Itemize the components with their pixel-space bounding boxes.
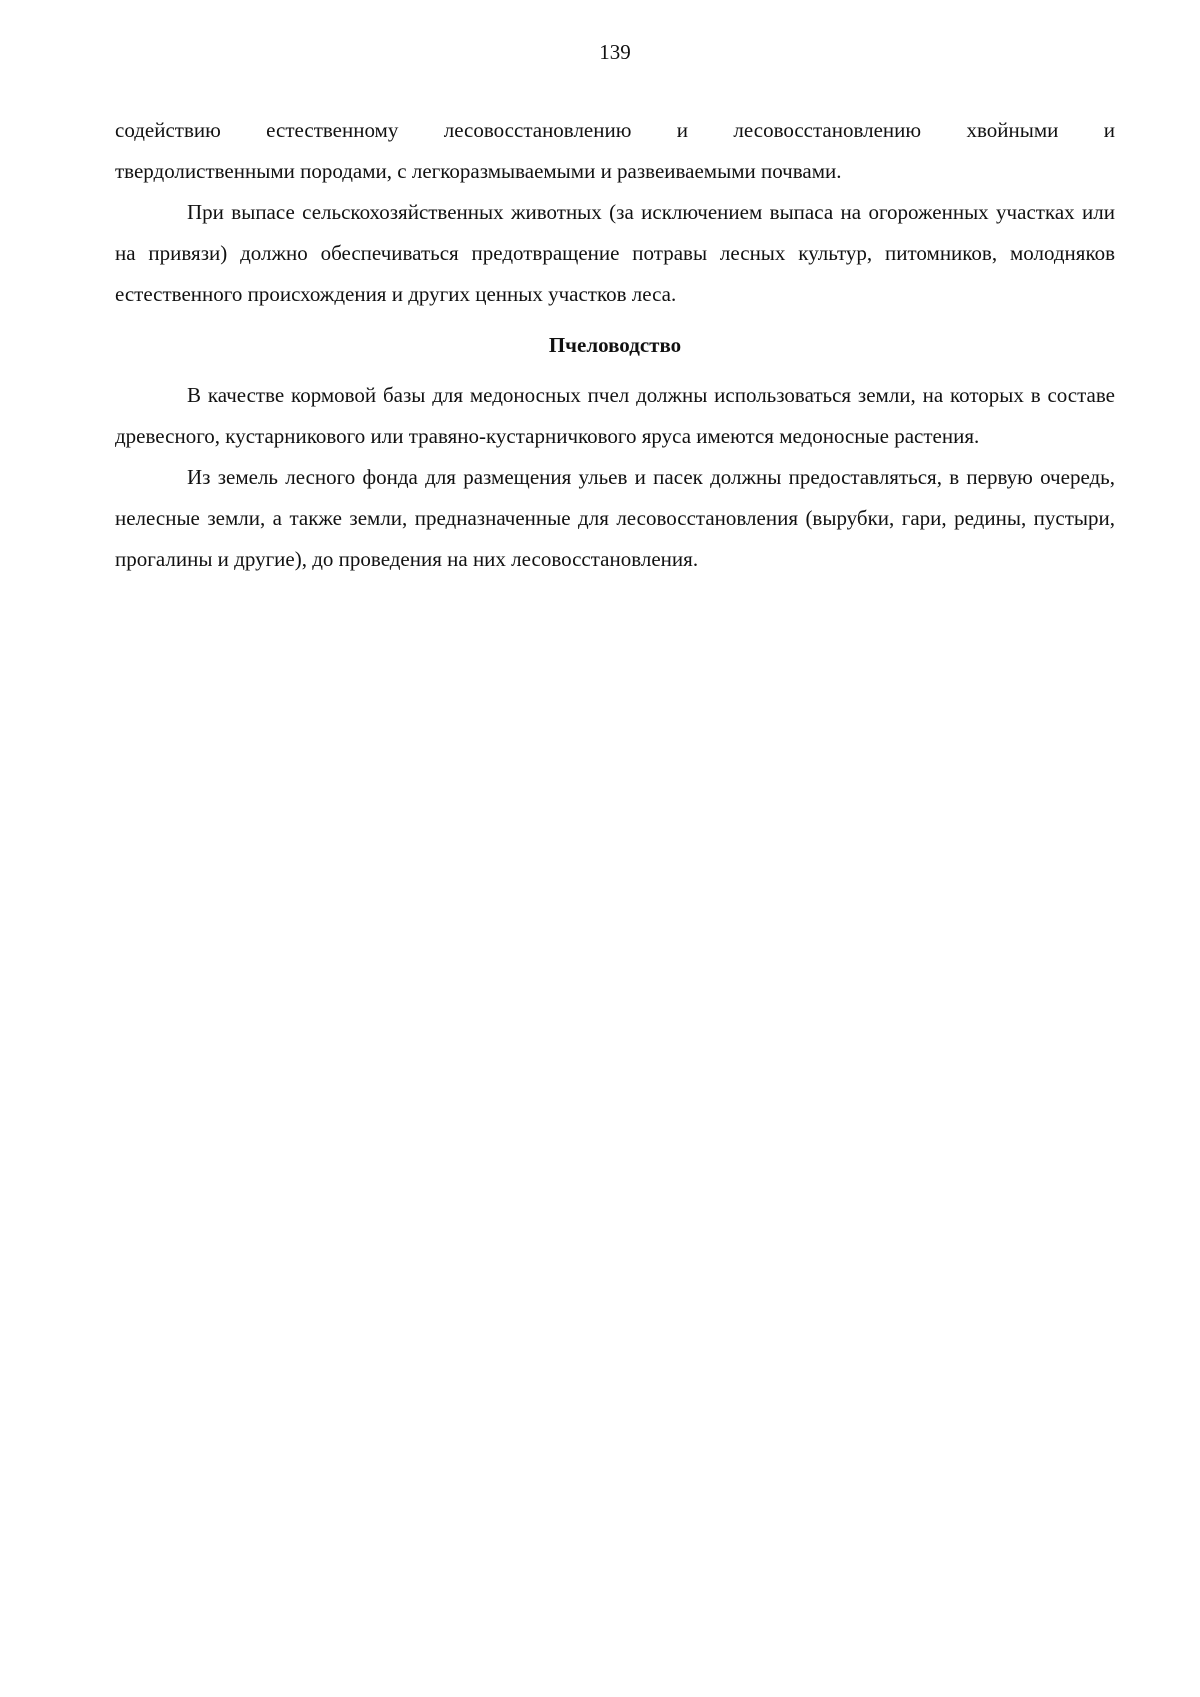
- paragraph-continuation-line-1: содействию естественному лесовосстановлению и лесовосстановлению хвойными и: [115, 118, 1115, 142]
- section-heading: Пчеловодство: [548, 333, 682, 357]
- document-body: [115, 110, 1115, 580]
- page-number: 139: [599, 40, 631, 64]
- paragraph-forage-base: В качестве кормовой базы для медоносных пчел должны использоваться земли, на которых в составе древесного, кустарникового или травяно-кустарничкового яруса имеются медоносные растения.: [115, 383, 1115, 448]
- paragraph-apiary-placement: Из земель лесного фонда для размещения ульев и пасек должны предоставляться, в первую очередь, нелесные земли, а также земли, предназначенные для лесовосстановления (вырубки, гари, редины, пустыри, прогалины и другие), до проведения на них лесовосстановления.: [115, 465, 1115, 571]
- paragraph-grazing: При выпасе сельскохозяйственных животных (за исключением выпаса на огороженных участках или на привязи) должно обеспечиваться предотвращение потравы лесных культур, питомников, молодняков естественного происхождения и других ценных участков леса.: [115, 200, 1115, 306]
- paragraph-continuation-line-2: твердолиственными породами, с легкоразмываемыми и развеиваемыми почвами.: [115, 159, 842, 183]
